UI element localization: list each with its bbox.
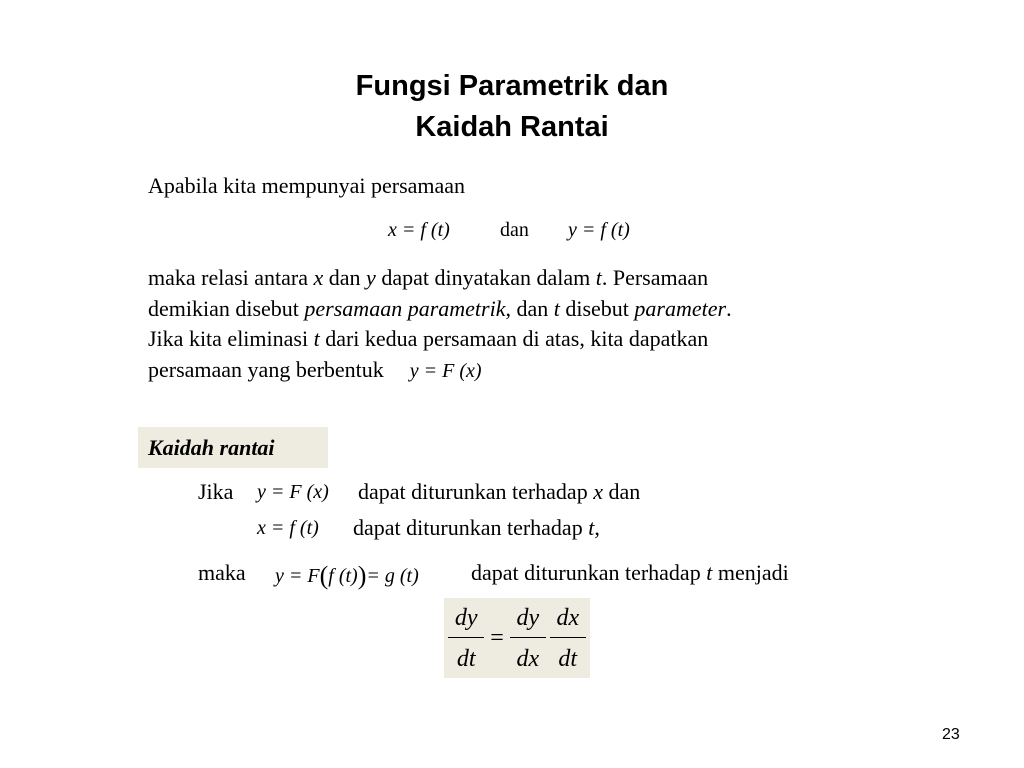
text-run: dapat diturunkan terhadap <box>358 479 594 504</box>
text-run: dan <box>602 479 641 504</box>
term-parameter: parameter <box>634 295 727 321</box>
paragraph-line-1 <box>148 263 732 294</box>
maka-label: maka <box>198 560 246 585</box>
fraction-bar <box>448 637 484 638</box>
variable-t: t <box>706 560 713 585</box>
equation-y-of-x: y = F (x) <box>409 359 482 382</box>
variable-t: t <box>595 265 602 290</box>
big-paren-close: ) <box>357 561 367 590</box>
variable-x: x <box>593 479 603 504</box>
numerator: dy <box>454 604 478 631</box>
slide-title-line-2: Kaidah Rantai <box>415 111 609 143</box>
denominator: dt <box>456 645 476 672</box>
chain-rule-heading-box <box>138 427 328 468</box>
text-run: dapat diturunkan terhadap <box>353 515 589 540</box>
text-run: . <box>726 295 732 321</box>
text-run: dapat dinyatakan dalam <box>375 265 596 290</box>
fraction-dy-dt <box>448 603 484 674</box>
text-run: , dan <box>505 295 554 321</box>
numerator: dy <box>516 604 540 631</box>
text-run: dari kedua persamaan di atas, kita dapatkan <box>319 326 709 351</box>
variable-y: y <box>366 265 376 290</box>
text-run: Jika kita eliminasi <box>148 326 314 351</box>
equation-composite <box>275 561 419 591</box>
text-run: dapat diturunkan terhadap <box>471 560 707 585</box>
condition-line-1 <box>358 477 640 508</box>
jika-label: Jika <box>198 479 234 504</box>
variable-t: t <box>553 295 560 321</box>
condition-line-2 <box>353 513 600 544</box>
text-run: , <box>594 515 600 540</box>
slide-title-line-1: Fungsi Parametrik dan <box>355 70 669 102</box>
text-run: dan <box>323 265 367 290</box>
denominator: dx <box>516 645 540 672</box>
paragraph-line-2 <box>148 294 732 325</box>
equation-y-of-t: y = f (t) <box>568 219 630 241</box>
text-run: persamaan yang berbentuk <box>148 356 384 382</box>
fraction-bar <box>550 637 586 638</box>
variable-t: t <box>588 515 595 540</box>
page-number: 23 <box>942 726 960 743</box>
paragraph-line-4 <box>148 355 732 387</box>
intro-text: Apabila kita mempunyai persamaan <box>148 173 466 198</box>
variable-x: x <box>313 265 324 290</box>
fraction-bar <box>510 637 546 638</box>
numerator: dx <box>556 604 580 631</box>
chain-rule-heading: Kaidah rantai <box>148 435 275 460</box>
paragraph <box>148 263 732 386</box>
fraction-dy-dx <box>510 603 546 674</box>
equation-x-f-t: x = f (t) <box>257 517 319 539</box>
variable-t: t <box>313 326 320 351</box>
text-run: . Persamaan <box>601 265 709 290</box>
text-run: menjadi <box>712 560 789 585</box>
equation-connector-dan: dan <box>500 219 529 241</box>
equation-x-of-t: x = f (t) <box>388 219 450 241</box>
text-run: maka relasi antara <box>148 265 314 290</box>
equals-sign: = <box>490 624 504 651</box>
condition-line-3 <box>471 558 789 589</box>
chain-rule-formula-box <box>444 598 590 678</box>
text-run: demikian disebut <box>148 295 305 321</box>
eq-part: = g (t) <box>366 565 419 587</box>
equation-y-F-x: y = F (x) <box>257 481 329 503</box>
fraction-dx-dt <box>550 603 586 674</box>
eq-part: f (t) <box>328 565 358 587</box>
text-run: disebut <box>559 295 635 321</box>
term-parametric-equation: persamaan parametrik <box>304 295 506 321</box>
paragraph-line-3 <box>148 324 732 355</box>
big-paren-open: ( <box>319 561 329 590</box>
eq-part: y = F <box>275 565 320 587</box>
denominator: dt <box>558 645 578 672</box>
